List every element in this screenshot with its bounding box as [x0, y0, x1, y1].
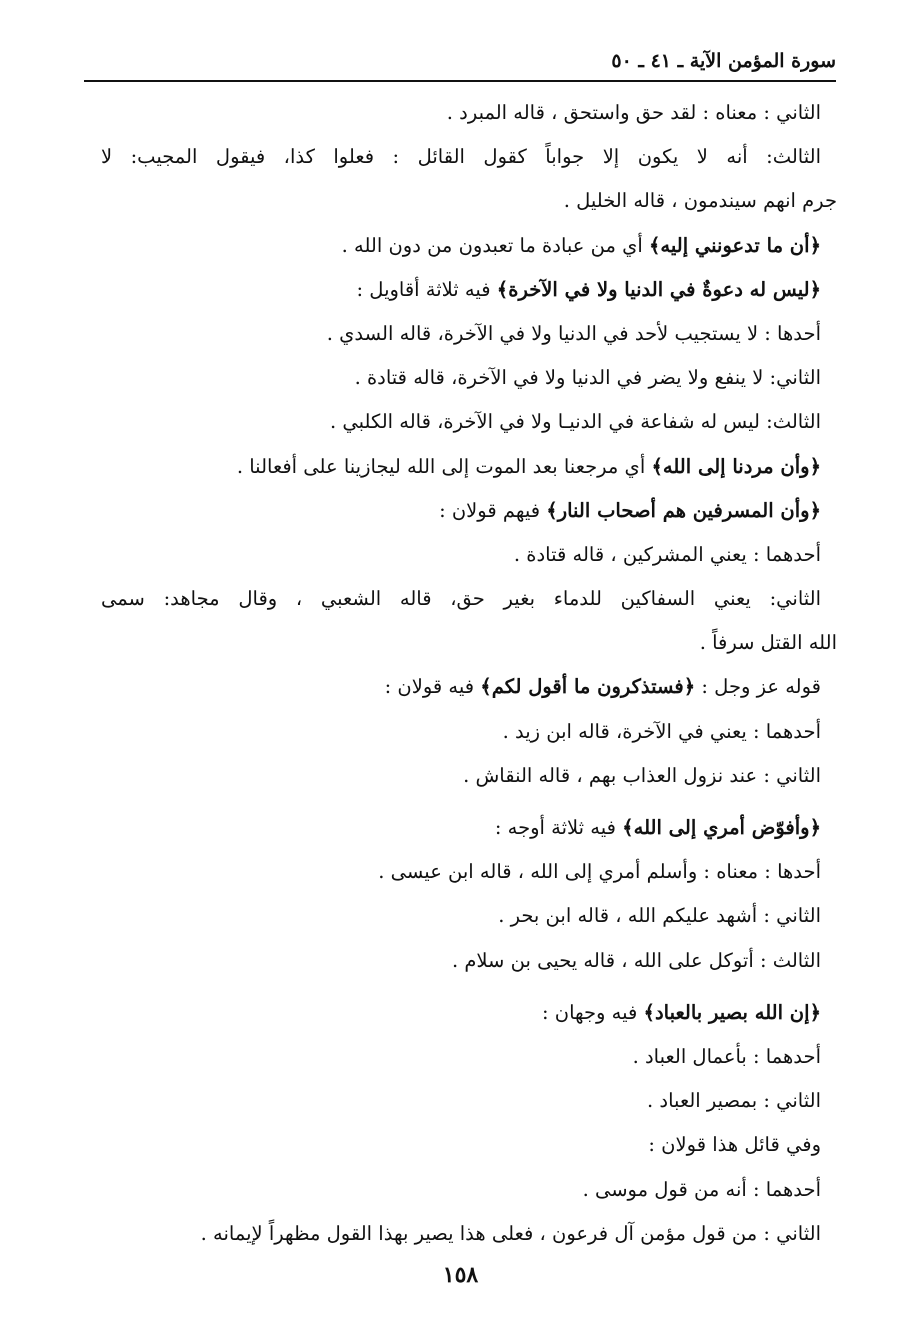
verse-line	[101, 445, 821, 489]
ornate-bracket-close: ﴾	[546, 498, 558, 522]
lead-text: الثالث: أنه لا يكون إلا جواباً كقول القائل : فعلوا كذا، فيقول المجيب: لا	[101, 145, 821, 169]
quran-quote: إن الله بصير بالعباد	[654, 1000, 810, 1024]
quran-quote: ليس له دعوةٌ في الدنيا ولا في الآخرة	[508, 277, 810, 301]
lead-text: الثاني : أشهد عليكم الله ، قاله ابن بحر .	[498, 904, 821, 928]
commentary-text	[101, 91, 837, 1256]
lead-text: الثاني : بمصير العباد .	[647, 1089, 821, 1113]
lead-text: أحدها : معناه : وأسلم أمري إلى الله ، قاله ابن عيسى .	[378, 860, 821, 884]
lead-text: أحدهما : يعني المشركين ، قاله قتادة .	[513, 542, 821, 566]
ornate-bracket-close: ﴾	[496, 277, 509, 301]
quran-quote: وأن مردنا إلى الله	[662, 454, 810, 478]
lead-text: الثاني : عند نزول العذاب بهم ، قاله النقاش .	[463, 763, 821, 787]
page-number: ١٥٨	[442, 1262, 479, 1288]
lead-text: الثاني: يعني السفاكين للدماء بغير حق، قاله الشعبي ، وقال مجاهد: سمى	[101, 587, 821, 611]
trail-text: فيه ثلاثة أوجه :	[494, 816, 623, 839]
lead-text: وفي قائل هذا قولان :	[648, 1133, 821, 1157]
ornate-bracket-close: ﴾	[480, 675, 492, 699]
ornate-bracket-open: ﴿	[683, 675, 696, 699]
ornate-bracket-open: ﴿	[809, 233, 821, 257]
ornate-bracket-close: ﴾	[643, 1000, 655, 1024]
text-line	[101, 577, 821, 621]
verse-line	[101, 991, 821, 1035]
verse-line	[101, 224, 821, 268]
text-line	[101, 710, 821, 754]
text-line	[101, 91, 821, 135]
text-line	[101, 135, 821, 179]
lead-text: الثاني: لا ينفع ولا يضر في الدنيا ولا في الآخرة، قاله قتادة .	[354, 366, 821, 390]
lead-text: أحدها : لا يستجيب لأحد في الدنيا ولا في الآخرة، قاله السدي .	[326, 321, 821, 345]
lead-text: أحدهما : يعني في الآخرة، قاله ابن زيد .	[502, 719, 821, 743]
ornate-bracket-open: ﴿	[809, 816, 821, 839]
text-line	[101, 894, 821, 938]
ornate-bracket-open: ﴿	[809, 454, 821, 478]
verse-line	[101, 665, 821, 709]
text-line	[101, 1035, 821, 1079]
quran-quote: أن ما تدعونني إليه	[660, 233, 810, 257]
trail-text: فيهم قولان :	[439, 498, 547, 522]
lead-text: الثاني : من قول مؤمن آل فرعون ، فعلى هذا يصير بهذا القول مظهراً لإيمانه .	[200, 1221, 821, 1245]
text-line	[101, 850, 821, 894]
trail-text: فيه وجهان :	[541, 1000, 644, 1024]
text-line	[101, 1123, 821, 1167]
verse-line	[101, 806, 821, 850]
text-line	[101, 312, 821, 356]
text-line	[101, 1168, 821, 1212]
quran-quote: فستذكرون ما أقول لكم	[491, 675, 684, 699]
lead-text: الثالث: ليس له شفاعة في الدنيـا ولا في الآخرة، قاله الكلبي .	[329, 410, 821, 434]
text-line	[101, 400, 821, 444]
lead-text: قوله عز وجل :	[695, 675, 821, 699]
trail-text: أي مرجعنا بعد الموت إلى الله ليجازينا على أفعالنا .	[236, 454, 652, 478]
ornate-bracket-close: ﴾	[651, 454, 663, 478]
verse-line	[101, 489, 821, 533]
trail-text: فيه قولان :	[384, 675, 481, 699]
text-line	[101, 939, 821, 983]
trail-text: أي من عبادة ما تعبدون من دون الله .	[341, 233, 649, 257]
quran-quote: وأن المسرفين هم أصحاب النار	[557, 498, 810, 522]
header-rule	[84, 80, 836, 82]
quran-quote: وأفوّض أمري إلى الله	[633, 816, 810, 839]
ornate-bracket-close: ﴾	[648, 233, 661, 257]
ornate-bracket-open: ﴿	[809, 1000, 821, 1024]
text-line	[101, 533, 821, 577]
text-line	[101, 1079, 821, 1123]
ornate-bracket-open: ﴿	[809, 277, 821, 301]
lead-text: أحدهما : بأعمال العباد .	[632, 1044, 821, 1068]
text-line	[101, 621, 837, 665]
lead-text: الثالث : أتوكل على الله ، قاله يحيى بن سلام .	[451, 948, 821, 972]
lead-text: أحدهما : أنه من قول موسى .	[582, 1177, 821, 1201]
text-line	[101, 356, 821, 400]
running-header: سورة المؤمن الآية ـ ٤١ ـ ٥٠	[611, 50, 836, 72]
trail-text: فيه ثلاثة أقاويل :	[356, 277, 497, 301]
ornate-bracket-close: ﴾	[622, 816, 634, 839]
text-line	[101, 1212, 821, 1256]
lead-text: الثاني : معناه : لقد حق واستحق ، قاله المبرد .	[446, 101, 821, 124]
verse-line	[101, 268, 821, 312]
text-line	[101, 754, 821, 798]
text-line	[101, 179, 837, 223]
lead-text: الله القتل سرفاً .	[699, 631, 837, 655]
ornate-bracket-open: ﴿	[809, 498, 821, 522]
lead-text: جرم انهم سيندمون ، قاله الخليل .	[563, 189, 837, 213]
